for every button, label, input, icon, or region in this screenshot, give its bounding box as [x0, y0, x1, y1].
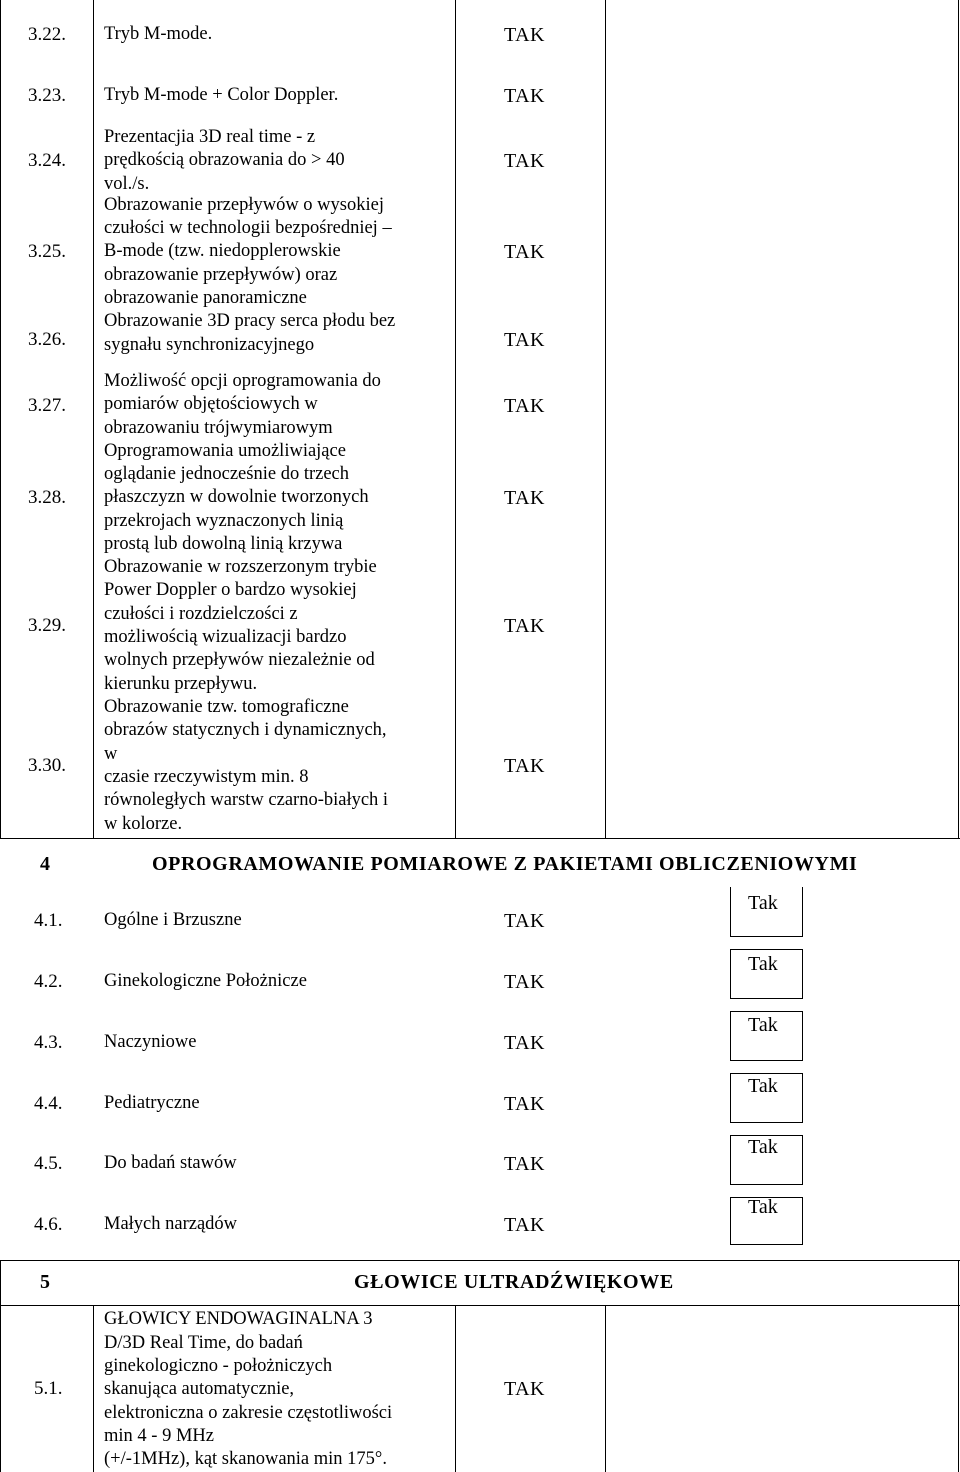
row-description: Tryb M-mode. — [104, 24, 213, 45]
requirement-value: TAK — [504, 149, 546, 172]
offer-value: Tak — [748, 952, 778, 975]
requirement-value: TAK — [504, 240, 546, 263]
row-number: 4.4. — [34, 1093, 63, 1114]
row-number: 4.6. — [34, 1214, 63, 1235]
row-description: Ginekologiczne Położnicze — [104, 971, 307, 992]
row-number: 3.25. — [28, 241, 66, 262]
row-description: Obrazowanie przepływów o wysokiej czułości w technologii bezpośredniej – B-mode (tzw. niedopplerowskie obrazowanie przepływów) oraz obrazowanie panoramiczne — [104, 194, 392, 308]
row-description: Ogólne i Brzuszne — [104, 910, 242, 931]
row-number: 3.26. — [28, 329, 66, 350]
row-description: Obrazowanie w rozszerzonym trybie Power Doppler o bardzo wysokiej czułości i rozdzielczości z możliwością wizualizacji bardzo wolnych przepływów niezależnie od kierunku przepływu. — [104, 557, 377, 694]
requirement-value: TAK — [504, 1031, 546, 1054]
row-number: 3.23. — [28, 85, 66, 106]
row-number: 3.24. — [28, 150, 66, 171]
row-number: 4.1. — [34, 910, 63, 931]
requirement-value: TAK — [504, 1152, 546, 1175]
row-number: 4.3. — [34, 1032, 63, 1053]
requirement-value: TAK — [504, 614, 546, 637]
section-title: OPROGRAMOWANIE POMIAROWE Z PAKIETAMI OBLICZENIOWYMI — [152, 852, 858, 875]
row-description: Prezentacjia 3D real time - z prędkością obrazowania do > 40 vol./s. — [104, 127, 345, 194]
row-number: 3.29. — [28, 615, 66, 636]
offer-value: Tak — [748, 1013, 778, 1036]
requirement-value: TAK — [504, 1092, 546, 1115]
offer-value: Tak — [748, 1074, 778, 1097]
requirement-value: TAK — [504, 23, 546, 46]
row-description: Obrazowanie tzw. tomograficzne obrazów statycznych i dynamicznych, w czasie rzeczywistym min. 8 równoległych warstw czarno-białych i w kolorze. — [104, 697, 389, 834]
offer-value: Tak — [748, 1195, 778, 1218]
section-number: 4 — [40, 852, 51, 875]
requirement-value: TAK — [504, 1377, 546, 1400]
row-number: 3.27. — [28, 395, 66, 416]
requirement-value: TAK — [504, 909, 546, 932]
requirement-value: TAK — [504, 754, 546, 777]
requirement-value: TAK — [504, 970, 546, 993]
requirement-value: TAK — [504, 1213, 546, 1236]
row-number: 5.1. — [34, 1378, 63, 1399]
row-number: 3.22. — [28, 24, 66, 45]
offer-value: Tak — [748, 891, 778, 914]
row-number: 4.5. — [34, 1153, 63, 1174]
row-description: Oprogramowania umożliwiające oglądanie jednocześnie do trzech płaszczyzn w dowolnie tworzonych przekrojach wyznaczonych linią prostą lub dowolną linią krzywa — [104, 440, 369, 554]
row-description: Obrazowanie 3D pracy serca płodu bez sygnału synchronizacyjnego — [104, 311, 396, 355]
offer-value: Tak — [748, 1135, 778, 1158]
row-description: Do badań stawów — [104, 1153, 237, 1174]
requirement-value: TAK — [504, 486, 546, 509]
requirement-value: TAK — [504, 328, 546, 351]
row-number: 4.2. — [34, 971, 63, 992]
requirement-value: TAK — [504, 394, 546, 417]
row-description: GŁOWICY ENDOWAGINALNA 3 D/3D Real Time, do badań ginekologiczno - położniczych skanująca automatycznie, elektroniczna o zakresie częstotliwości min 4 - 9 MHz (+/-1MHz), kąt skanowania min 175°. — [104, 1309, 393, 1470]
row-description: Pediatryczne — [104, 1093, 200, 1114]
row-description: Możliwość opcji oprogramowania do pomiarów objętościowych w obrazowaniu trójwymiarowym — [104, 371, 381, 438]
row-number: 3.30. — [28, 755, 66, 776]
section-title: GŁOWICE ULTRADŹWIĘKOWE — [354, 1270, 674, 1293]
section-number: 5 — [40, 1270, 51, 1293]
requirement-value: TAK — [504, 84, 546, 107]
row-description: Małych narządów — [104, 1214, 238, 1235]
row-description: Naczyniowe — [104, 1032, 197, 1053]
row-description: Tryb M-mode + Color Doppler. — [104, 85, 339, 106]
row-number: 3.28. — [28, 487, 66, 508]
